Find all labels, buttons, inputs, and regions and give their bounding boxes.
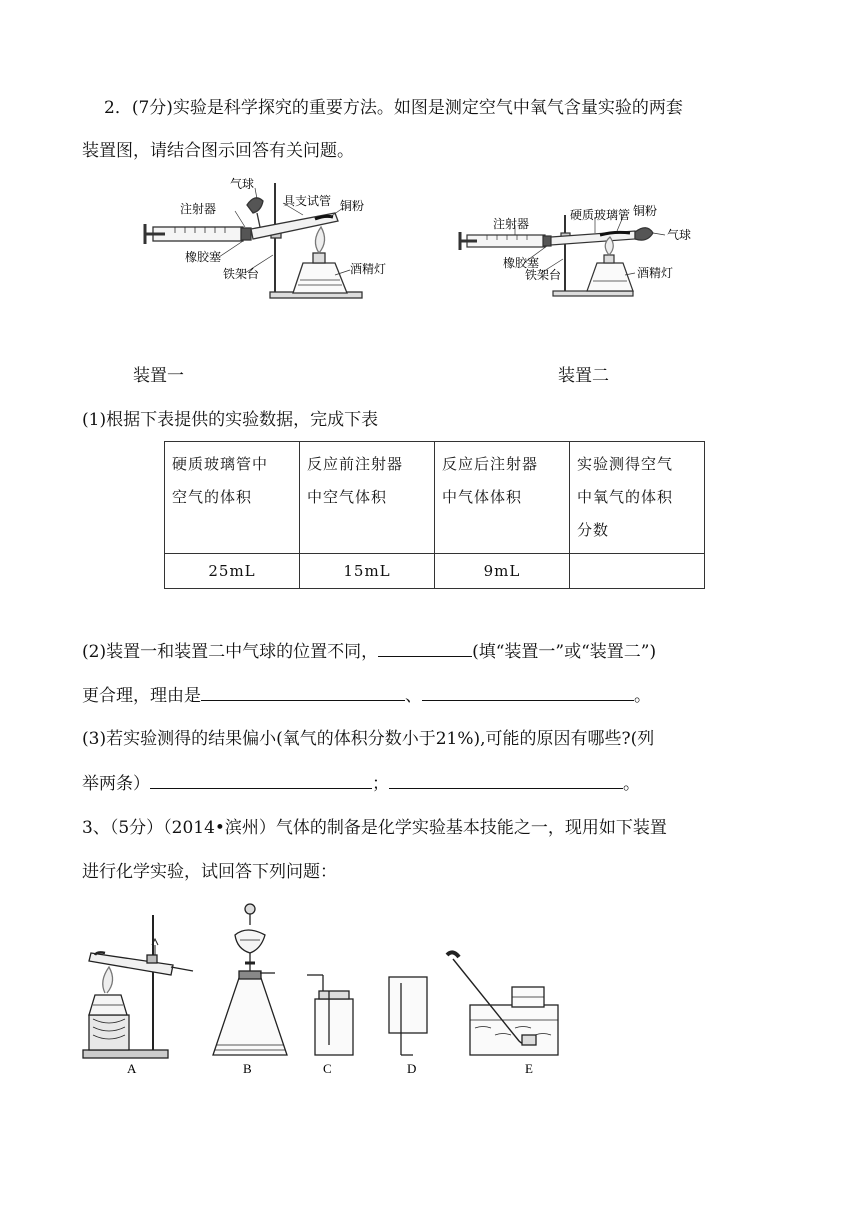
apparatus-two-figure <box>455 195 700 305</box>
label-lamp-2: 酒精灯 <box>637 266 674 280</box>
q2-intro-line1: 2．(7分)实验是科学探究的重要方法。如图是测定空气中氧气含量实验的两套 <box>104 98 683 118</box>
answer-blank-reason-1[interactable] <box>201 684 405 701</box>
header-line: 中气体体积 <box>442 488 523 506</box>
apparatus-one-figure <box>135 175 387 310</box>
table-header-cell <box>165 442 300 554</box>
label-test-tube-1: 具支试管 <box>283 194 332 208</box>
sub3-end: 。 <box>623 774 640 794</box>
apparatus-label-c: C <box>323 1061 332 1076</box>
apparatus-label-e: E <box>525 1061 533 1076</box>
label-balloon-2: 气球 <box>667 228 692 242</box>
q2-sub3-line1: (3)若实验测得的结果偏小(氧气的体积分数小于21%),可能的原因有哪些?(列 <box>82 729 655 749</box>
table-header-row <box>165 442 705 554</box>
q3-intro-line2: 进行化学实验，试回答下列问题： <box>82 862 337 882</box>
header-line: 实验测得空气 <box>577 455 674 473</box>
table-cell-oxygen-fraction[interactable] <box>570 554 705 589</box>
caption-apparatus-two: 装置二 <box>558 366 609 386</box>
label-stand-1: 铁架台 <box>223 267 260 281</box>
label-stand-2: 铁架台 <box>525 268 562 282</box>
header-line: 硬质玻璃管中 <box>172 455 269 473</box>
caption-apparatus-one: 装置一 <box>133 366 184 386</box>
experiment-data-table <box>164 441 705 589</box>
sub2-text-a: (2)装置一和装置二中气球的位置不同， <box>82 642 379 662</box>
apparatus-label-b: B <box>243 1061 252 1076</box>
sub3-text-b: 举两条） <box>82 774 150 794</box>
header-line: 反应前注射器 <box>307 455 404 473</box>
label-balloon-1: 气球 <box>230 177 255 191</box>
label-lamp-1: 酒精灯 <box>350 262 387 276</box>
table-header-cell <box>435 442 570 554</box>
gas-apparatus-figure <box>75 895 565 1080</box>
label-copper-2: 铜粉 <box>633 204 658 218</box>
q2-sub2-line2 <box>82 684 651 706</box>
label-syringe-1: 注射器 <box>180 202 217 216</box>
sub2-text-c: 更合理，理由是 <box>82 686 201 706</box>
sub2-end: 。 <box>634 686 651 706</box>
header-line: 中空气体积 <box>307 488 388 506</box>
table-header-cell <box>570 442 705 554</box>
header-line: 空气的体积 <box>172 488 253 506</box>
answer-blank-cause-1[interactable] <box>150 772 372 789</box>
label-stopper-1: 橡胶塞 <box>185 250 222 264</box>
header-line: 中氧气的体积 <box>577 488 674 506</box>
sub3-sep: ； <box>372 774 389 794</box>
answer-blank-reason-2[interactable] <box>422 684 634 701</box>
label-stopper-2: 橡胶塞 <box>503 256 540 270</box>
header-line: 反应后注射器 <box>442 455 539 473</box>
q2-sub1: (1)根据下表提供的实验数据，完成下表 <box>82 410 379 430</box>
answer-blank-device[interactable] <box>378 640 472 657</box>
table-value-row <box>165 554 705 589</box>
answer-blank-cause-2[interactable] <box>389 772 623 789</box>
sub2-text-b: (填“装置一”或“装置二”) <box>472 642 657 662</box>
table-cell-before-volume: 15mL <box>300 554 435 589</box>
header-line: 分数 <box>577 521 610 539</box>
q3-intro-line1: 3、（5分）（2014•滨州）气体的制备是化学实验基本技能之一，现用如下装置 <box>82 818 667 838</box>
label-syringe-2: 注射器 <box>493 217 530 231</box>
sub2-sep: 、 <box>405 686 422 706</box>
q2-sub3-line2 <box>82 772 640 794</box>
table-cell-tube-volume: 25mL <box>165 554 300 589</box>
q2-sub2-line1 <box>82 640 656 662</box>
apparatus-label-a: A <box>127 1061 137 1076</box>
apparatus-label-d: D <box>407 1061 417 1076</box>
table-header-cell <box>300 442 435 554</box>
label-copper-1: 铜粉 <box>340 199 365 213</box>
label-glass-tube-2: 硬质玻璃管 <box>570 208 631 222</box>
q2-intro-line2: 装置图，请结合图示回答有关问题。 <box>82 141 354 161</box>
table-cell-after-volume: 9mL <box>435 554 570 589</box>
